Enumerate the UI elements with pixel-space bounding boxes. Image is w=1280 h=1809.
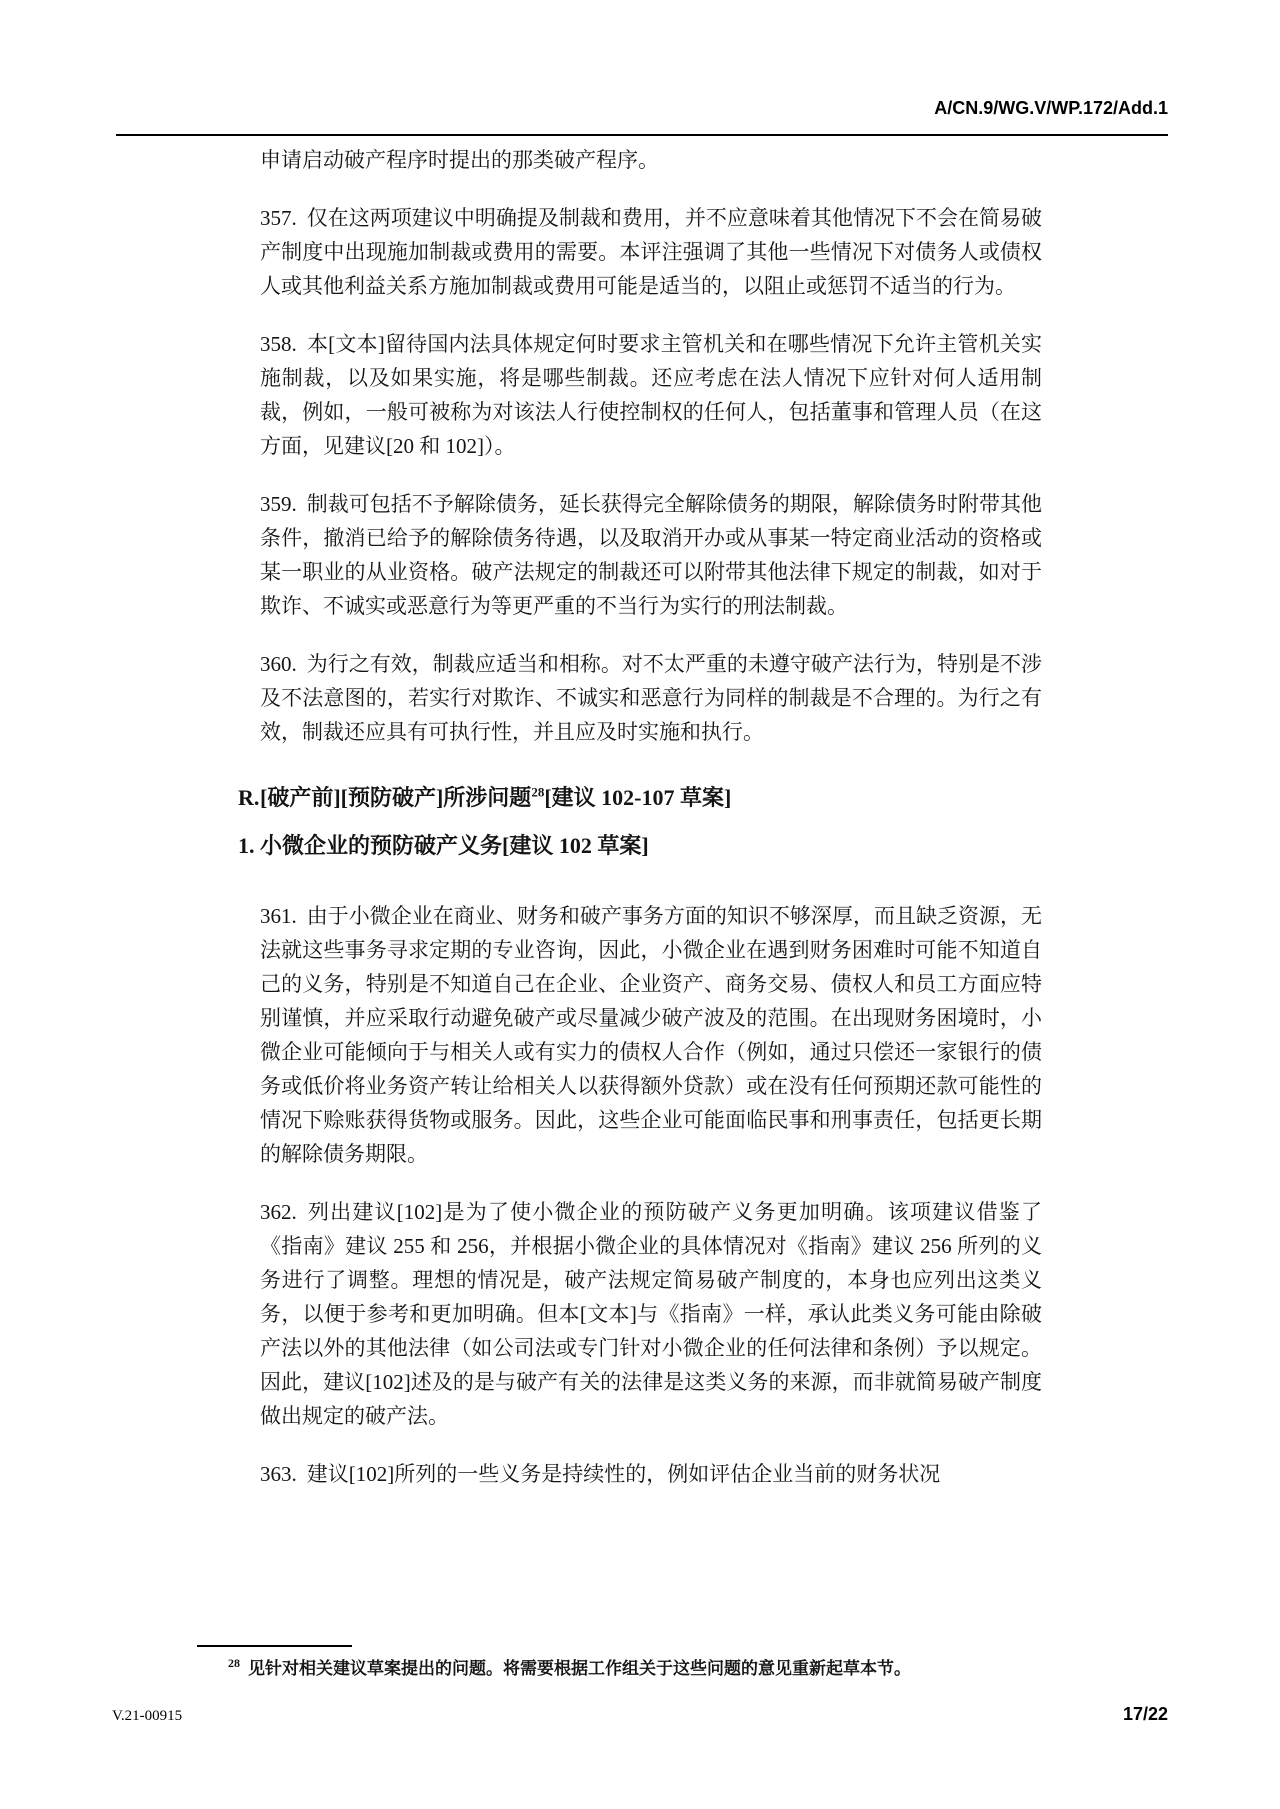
section-title-text: [破产前][预防破产]所涉问题 xyxy=(260,785,532,810)
paragraph-text: 申请启动破产程序时提出的那类破产程序。 xyxy=(260,148,659,172)
paragraph-363 xyxy=(260,1457,1042,1491)
section-heading-r xyxy=(238,781,1042,815)
paragraph-361 xyxy=(260,899,1042,1171)
paragraph-text: 仅在这两项建议中明确提及制裁和费用，并不应意味着其他情况下不会在简易破产制度中出现施加制裁或费用的需要。本评注强调了其他一些情况下对债务人或债权人或其他利益关系方施加制裁或费用可能是适当的，以阻止或惩罚不适当的行为。 xyxy=(260,206,1042,298)
footer-page-number: 17/22 xyxy=(1122,1704,1168,1724)
paragraph-number: 360. xyxy=(260,652,297,676)
paragraph-358 xyxy=(260,327,1042,463)
section-title-recommendations: [建议 102-107 草案] xyxy=(544,785,732,810)
paragraph-text: 列出建议[102]是为了使小微企业的预防破产义务更加明确。该项建议借鉴了《指南》建议 255 和 256，并根据小微企业的具体情况对《指南》建议 256 所列的义务进行了调整。理想的情况是，破产法规定简易破产制度的，本身也应列出这类义务，以便于参考和更加明确。但本[文本]与《指南》一样，承认此类义务可能由除破产法以外的其他法律（如公司法或专门针对小微企业的任何法律和条例）予以规定。因此，建议[102]述及的是与破产有关的法律是这类义务的来源，而非就简易破产制度做出规定的破产法。 xyxy=(260,1200,1042,1428)
footnote-number: 28 xyxy=(228,1656,240,1671)
paragraph-359 xyxy=(260,487,1042,623)
paragraph-number: 358. xyxy=(260,332,297,356)
section-heading-1 xyxy=(238,829,1042,863)
carryover-paragraph xyxy=(260,143,1042,177)
paragraph-number: 359. xyxy=(260,492,297,516)
paragraph-number: 363. xyxy=(260,1462,297,1486)
paragraph-357 xyxy=(260,201,1042,303)
footer-document-id: V.21-00915 xyxy=(112,1708,183,1724)
paragraph-text: 本[文本]留待国内法具体规定何时要求主管机关和在哪些情况下允许主管机关实施制裁，以及如果实施，将是哪些制裁。还应考虑在法人情况下应针对何人适用制裁，例如，一般可被称为对该法人行使控制权的任何人，包括董事和管理人员（在这方面，见建议[20 和 102]）。 xyxy=(260,332,1042,458)
paragraph-text: 建议[102]所列的一些义务是持续性的，例如评估企业当前的财务状况 xyxy=(306,1462,941,1486)
paragraph-text: 由于小微企业在商业、财务和破产事务方面的知识不够深厚，而且缺乏资源，无法就这些事务寻求定期的专业咨询，因此，小微企业在遇到财务困难时可能不知道自己的义务，特别是不知道自己在企业、企业资产、商务交易、债权人和员工方面应特别谨慎，并应采取行动避免破产或尽量减少破产波及的范围。在出现财务困境时，小微企业可能倾向于与相关人或有实力的债权人合作（例如，通过只偿还一家银行的债务或低价将业务资产转让给相关人以获得额外贷款）或在没有任何预期还款可能性的情况下赊账获得货物或服务。因此，这些企业可能面临民事和刑事责任，包括更长期的解除债务期限。 xyxy=(260,904,1042,1166)
paragraph-text: 为行之有效，制裁应适当和相称。对不太严重的未遵守破产法行为，特别是不涉及不法意图的，若实行对欺诈、不诚实和恶意行为同样的制裁是不合理的。为行之有效，制裁还应具有可执行性，并且应及时实施和执行。 xyxy=(260,652,1042,744)
header-rule xyxy=(116,134,1168,136)
paragraph-362 xyxy=(260,1195,1042,1433)
paragraph-360 xyxy=(260,647,1042,749)
paragraph-number: 362. xyxy=(260,1200,297,1224)
document-body xyxy=(238,143,1042,1515)
subsection-title: 小微企业的预防破产义务[建议 102 草案] xyxy=(260,833,649,858)
footnote-reference-28: 28 xyxy=(531,784,545,800)
footnote-28 xyxy=(228,1656,1044,1681)
paragraph-text: 制裁可包括不予解除债务，延长获得完全解除债务的期限，解除债务时附带其他条件，撤消已给予的解除债务待遇，以及取消开办或从事某一特定商业活动的资格或某一职业的从业资格。破产法规定的制裁还可以附带其他法律下规定的制裁，如对于欺诈、不诚实或恶意行为等更严重的不当行为实行的刑法制裁。 xyxy=(260,492,1042,618)
paragraph-number: 357. xyxy=(260,206,297,230)
footnote-separator-rule xyxy=(197,1645,352,1647)
footnote-text: 见针对相关建议草案提出的问题。将需要根据工作组关于这些问题的意见重新起草本节。 xyxy=(248,1659,911,1678)
paragraph-number: 361. xyxy=(260,904,297,928)
document-symbol: A/CN.9/WG.V/WP.172/Add.1 xyxy=(934,98,1168,118)
subsection-label: 1. xyxy=(238,833,255,858)
section-label: R. xyxy=(238,785,260,810)
section-title xyxy=(260,785,731,810)
